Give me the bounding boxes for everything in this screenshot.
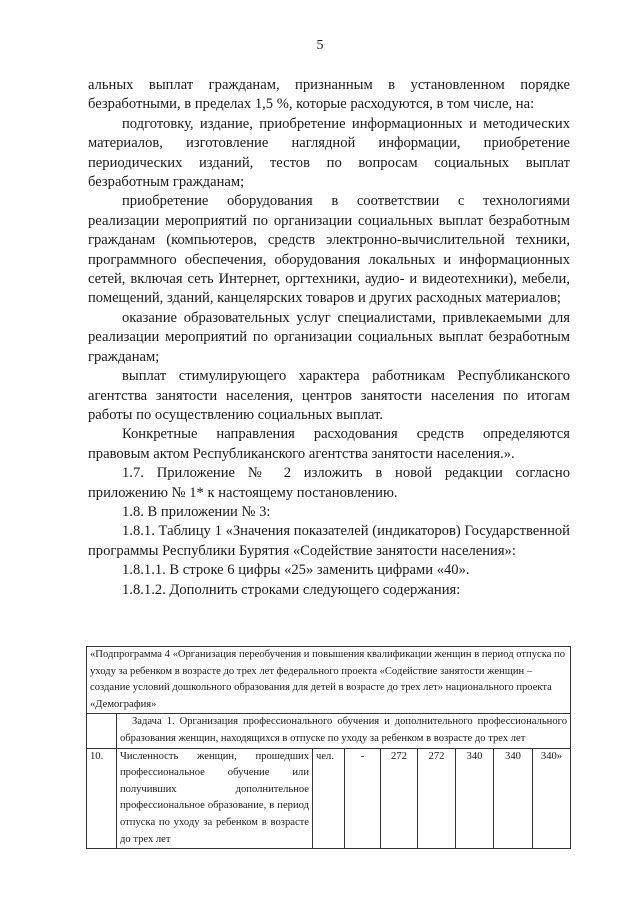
indicator-name-cell: Численность женщин, прошедших профессиональное обучение или получивших дополнительное профессиональное образование, в период отпуска по уходу за ребенком в возрасте до трех лет (117, 748, 313, 849)
value-cell: 340 (456, 748, 494, 849)
paragraph: 1.8.1. Таблицу 1 «Значения показателей (индикаторов) Государственной программы Республики Бурятия «Содействие занятости населения»: (88, 523, 570, 559)
table-row (87, 647, 571, 714)
value-cell: 340» (533, 748, 571, 849)
paragraph: оказание образовательных услуг специалистами, привлекаемыми для реализации мероприятий по организации социальных выплат безработным гражданам; (88, 309, 570, 365)
table-row (87, 714, 571, 748)
paragraph: 1.7. Приложение № 2 изложить в новой редакции согласно приложению № 1* к настоящему постановлению. (88, 465, 570, 501)
paragraph: приобретение оборудования в соответствии с технологиями реализации мероприятий по организации социальных выплат безработным гражданам (компьютеров, средств электронно-вычислительной техники, программного обеспечения, оборудования локальных и информационных сетей, включая сеть Интернет, оргтехники, аудио- и видеотехники), мебели, помещений, зданий, канцелярских товаров и других расходных материалов; (88, 193, 570, 307)
paragraph: альных выплат гражданам, признанным в установленном порядке безработными, в пределах 1,5 %, которые расходуются, в том числе, на: (88, 77, 570, 113)
paragraph: подготовку, издание, приобретение информационных и методических материалов, изготовление наглядной информации, приобретение периодических изданий, тестов по вопросам социальных выплат безработным гражданам; (88, 115, 570, 191)
value-cell: 272 (381, 748, 418, 849)
body-text (88, 76, 570, 600)
value-cell: - (345, 748, 381, 849)
paragraph: 1.8.1.2. Дополнить строками следующего содержания: (122, 581, 461, 598)
paragraph: Конкретные направления расходования средств определяются правовым актом Республиканского агентства занятости населения.». (88, 426, 570, 462)
paragraph: 1.8.1.1. В строке 6 цифры «25» заменить цифрами «40». (122, 562, 470, 579)
value-cell: 272 (418, 748, 456, 849)
value-cell: 340 (494, 748, 533, 849)
paragraph: выплат стимулирующего характера работникам Республиканского агентства занятости населения, центров занятости населения по итогам работы по осуществлению социальных выплат. (88, 368, 570, 423)
indicators-table (86, 646, 571, 849)
page-number: 5 (316, 38, 324, 53)
task-cell: Задача 1. Организация профессионального обучения и дополнительного профессионального образования женщин, находящихся в отпуске по уходу за ребенком в возрасте до трех лет (117, 714, 571, 748)
empty-cell (87, 714, 117, 748)
paragraph: 1.8. В приложении № 3: (122, 503, 271, 520)
table-row (87, 748, 571, 849)
subprogram-header-cell: «Подпрограмма 4 «Организация переобучения и повышения квалификации женщин в период отпуска по уходу за ребенком в возрасте до трех лет федерального проекта «Содействие занятости женщин – создание условий дошкольного образования для детей в возрасте до трех лет» национального проекта «Демография» (87, 647, 571, 714)
unit-cell: чел. (313, 748, 345, 849)
row-number-cell: 10. (87, 748, 117, 849)
